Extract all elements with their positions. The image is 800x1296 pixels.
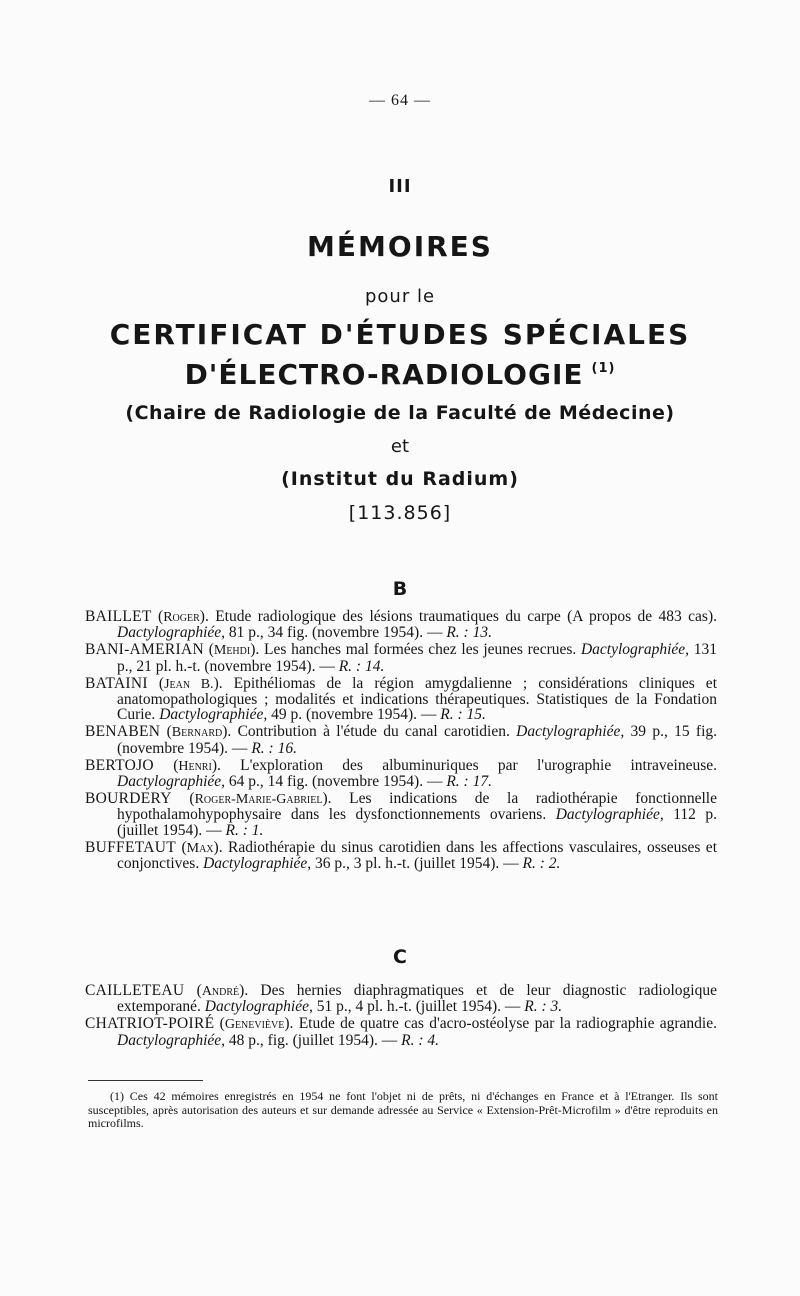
register-reference: R. : 17. bbox=[446, 773, 492, 791]
author-paren-open: ( bbox=[184, 982, 202, 999]
chair-subtitle: (Chaire de Radiologie de la Faculté de Médecine) bbox=[125, 402, 675, 424]
author-forename: Roger bbox=[163, 610, 200, 625]
author-forename: André bbox=[201, 984, 240, 999]
title-connector: pour le bbox=[364, 286, 436, 307]
thesis-title: . Epithéliomas de la région amygdalienne ; considérations cliniques et anatomopathologiques ; modalités et indications thérapeutiques. Statistiques de la Fondation Curie. bbox=[117, 674, 717, 724]
register-reference: R. : 4. bbox=[401, 1031, 440, 1049]
publication-details: 81 p., 34 fig. (novembre 1954). — bbox=[225, 624, 447, 642]
author-paren-open: ( bbox=[203, 641, 214, 659]
author-forename: Bernard bbox=[171, 725, 223, 741]
publication-details: 131 p., 21 pl. h.-t. (novembre 1954). — bbox=[117, 641, 717, 675]
register-reference: R. : 16. bbox=[251, 739, 297, 757]
author-name: BANI-AMERIAN bbox=[85, 641, 204, 659]
thesis-title: . Les hanches mal formées chez les jeunes recrues. bbox=[255, 641, 581, 659]
author-name: CHATRIOT-POIRÉ bbox=[85, 1015, 215, 1033]
author-paren-open: ( bbox=[153, 756, 179, 774]
document-type: Dactylographiée, bbox=[580, 641, 690, 659]
page-title: MÉMOIRES bbox=[307, 230, 493, 263]
publication-details: 64 p., 14 fig. (novembre 1954). — bbox=[225, 773, 447, 791]
thesis-title: . Radiothérapie du sinus carotidien dans les affections vasculaires, osseuses et conjonctives. bbox=[117, 838, 717, 873]
section-letter-c: C bbox=[393, 946, 407, 968]
bibliography-entry bbox=[85, 791, 717, 838]
thesis-title: . Etude de quatre cas d'acro-ostéolyse par la radiographie agrandie. bbox=[289, 1015, 717, 1033]
author-paren-close: ) bbox=[213, 674, 219, 692]
author-paren-close: ) bbox=[322, 790, 328, 808]
document-type: Dactylographiée, bbox=[159, 706, 268, 724]
footnote: (1) Ces 42 mémoires enregistrés en 1954 ne font l'objet ni de prêts, ni d'échanges en France et à l'Etranger. Ils sont susceptibles, après autorisation des auteurs et sur demande adressée au Service « Extension-Prêt-Microfilm » d'être reproduits en microfilms. bbox=[88, 1089, 718, 1130]
author-paren-open: ( bbox=[214, 1015, 225, 1033]
author-forename: Mehdi bbox=[213, 643, 251, 659]
author-paren-close: ) bbox=[199, 608, 205, 625]
bibliography-entry bbox=[85, 609, 717, 640]
author-forename: Jean B. bbox=[164, 676, 214, 692]
author-paren-open: ( bbox=[171, 790, 195, 808]
document-type: Dactylographiée, bbox=[117, 1031, 226, 1049]
section-roman-numeral: III bbox=[388, 176, 412, 197]
thesis-title: . L'exploration des albuminuriques par l'urographie intraveineuse. bbox=[216, 756, 717, 774]
bibliography-entry bbox=[85, 758, 717, 789]
author-paren-close: ) bbox=[222, 723, 228, 741]
bibliography-entry bbox=[85, 642, 717, 673]
register-reference: R. : 2. bbox=[522, 855, 561, 873]
author-name: BUFFETAUT bbox=[85, 838, 177, 856]
bibliography-entry bbox=[85, 676, 717, 723]
author-forename: Henri bbox=[178, 758, 212, 774]
author-forename: Geneviève bbox=[224, 1017, 285, 1033]
publication-details: 49 p. (novembre 1954). — bbox=[267, 706, 441, 724]
catalog-number: [113.856] bbox=[348, 502, 452, 524]
entry-list-c bbox=[85, 983, 717, 1050]
author-paren-open: ( bbox=[176, 838, 187, 856]
publication-details: 36 p., 3 pl. h.-t. (juillet 1954). — bbox=[311, 855, 523, 873]
author-name: BAILLET bbox=[85, 608, 152, 625]
publication-details: 51 p., 4 pl. h.-t. (juillet 1954). — bbox=[312, 998, 525, 1016]
document-type: Dactylographiée, bbox=[555, 806, 664, 824]
author-paren-close: ) bbox=[250, 641, 256, 659]
author-forename: Max bbox=[186, 840, 214, 856]
register-reference: R. : 15. bbox=[440, 706, 486, 724]
publication-details: 39 p., 15 fig. (novembre 1954). — bbox=[117, 723, 718, 757]
bibliography-entry bbox=[85, 724, 717, 755]
document-type: Dactylographiée, bbox=[203, 855, 312, 873]
author-name: BATAINI bbox=[85, 674, 148, 692]
thesis-title: . Etude radiologique des lésions traumatiques du carpe (A propos de 483 cas). bbox=[204, 608, 717, 625]
footnote-divider bbox=[88, 1080, 203, 1081]
author-name: BERTOJO bbox=[85, 756, 154, 774]
bibliography-entry bbox=[85, 1016, 717, 1047]
author-paren-open: ( bbox=[160, 723, 172, 741]
document-type: Dactylographiée, bbox=[117, 624, 226, 642]
author-name: BENABEN bbox=[85, 723, 161, 741]
author-paren-open: ( bbox=[151, 608, 164, 625]
author-name: CAILLETEAU bbox=[85, 982, 185, 999]
entry-list-b bbox=[85, 609, 717, 873]
register-reference: R. : 1. bbox=[225, 821, 264, 839]
author-paren-close: ) bbox=[239, 982, 245, 999]
thesis-title: . Des hernies diaphragmatiques et de leur diagnostic radiologique extemporané. bbox=[117, 982, 717, 1016]
author-paren-close: ) bbox=[284, 1015, 290, 1033]
bibliography-entry bbox=[85, 840, 717, 871]
certificate-title-line-2 bbox=[0, 358, 800, 391]
author-paren-close: ) bbox=[211, 756, 217, 774]
document-type: Dactylographiée, bbox=[516, 723, 625, 741]
register-reference: R. : 14. bbox=[338, 657, 385, 675]
register-reference: R. : 3. bbox=[524, 998, 563, 1016]
section-letter-b: B bbox=[392, 578, 408, 600]
page-number: — 64 — bbox=[369, 92, 431, 109]
certificate-title-text: D'ÉLECTRO-RADIOLOGIE bbox=[184, 358, 584, 391]
author-forename: Roger-Marie-Gabriel bbox=[194, 792, 323, 808]
institute-subtitle: (Institut du Radium) bbox=[281, 468, 519, 490]
conjunction: et bbox=[390, 436, 410, 457]
author-name: BOURDERY bbox=[85, 790, 172, 808]
register-reference: R. : 13. bbox=[446, 624, 492, 642]
document-type: Dactylographiée, bbox=[117, 773, 226, 791]
publication-details: 48 p., fig. (juillet 1954). — bbox=[225, 1031, 402, 1049]
thesis-title: . Les indications de la radiothérapie fonctionnelle hypothalamohypophysaire dans les dysfonctionnements ovariens. bbox=[117, 790, 717, 824]
author-paren-open: ( bbox=[147, 674, 165, 692]
document-type: Dactylographiée, bbox=[204, 998, 313, 1016]
footnote-reference: (1) bbox=[591, 361, 616, 376]
publication-details: 112 p. (juillet 1954). — bbox=[117, 806, 717, 839]
thesis-title: . Contribution à l'étude du canal carotidien. bbox=[227, 723, 517, 741]
bibliography-entry bbox=[85, 983, 717, 1014]
certificate-title-line-1: CERTIFICAT D'ÉTUDES SPÉCIALES bbox=[109, 318, 691, 351]
author-paren-close: ) bbox=[213, 838, 219, 856]
